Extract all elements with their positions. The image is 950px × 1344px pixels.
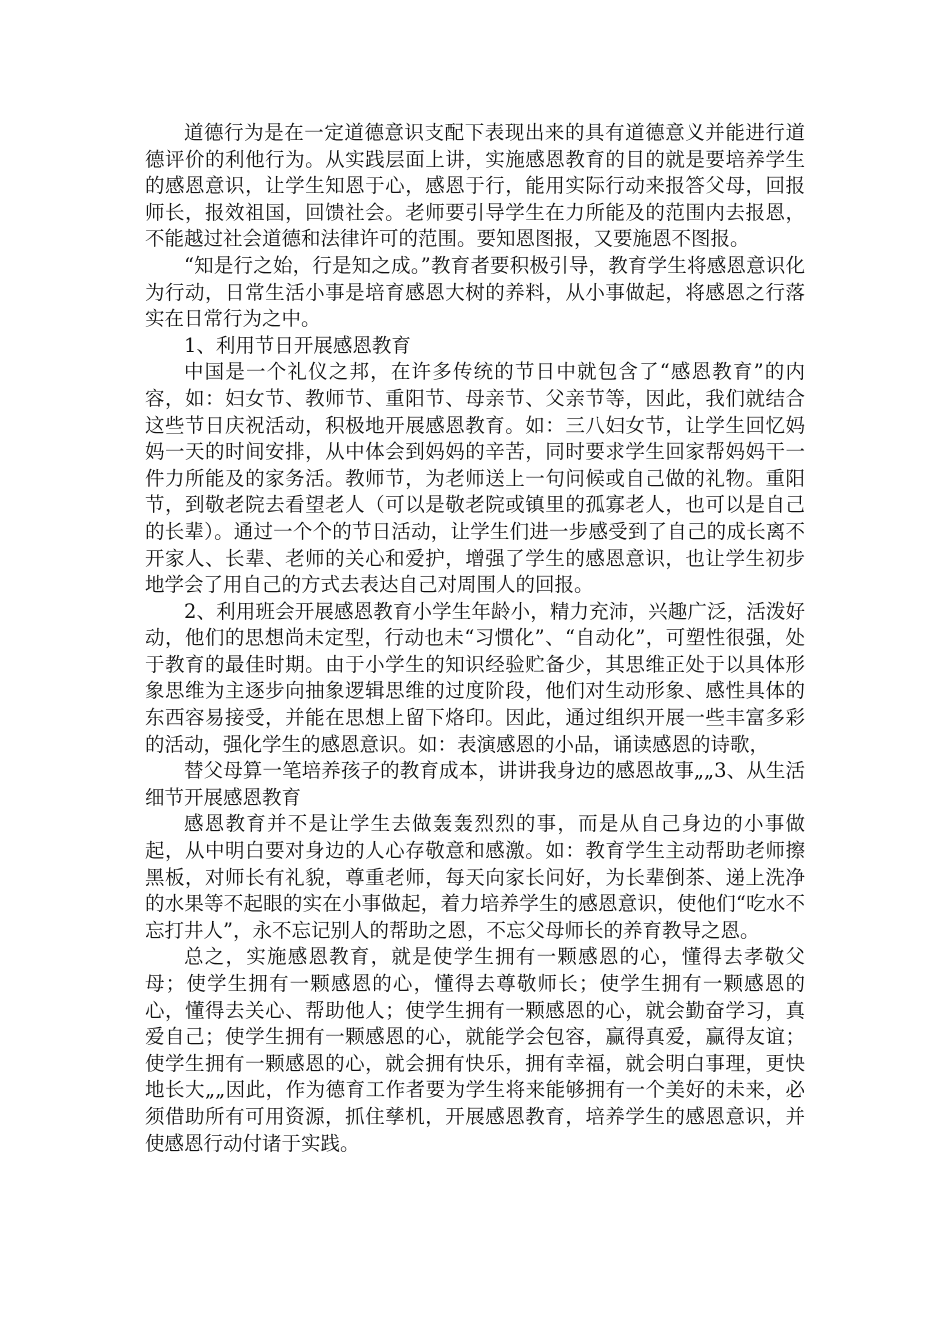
paragraph-parents-cost-and-heading-daily-details: 替父母算一笔培养孩子的教育成本，讲讲我身边的感恩故事„„3、从生活细节开展感恩教育 <box>145 759 805 809</box>
paragraph-daily-details: 感恩教育并不是让学生去做轰轰烈烈的事，而是从自己身边的小事做起，从中明白要对身边的人心存敬意和感激。如：教育学生主动帮助老师擦黑板，对师长有礼貌，尊重老师，每天向家长问好，为长辈倒茶、递上洗净的水果等不起眼的实在小事做起，着力培养学生的感恩意识，使他们“吃水不忘打井人”，永不忘记别人的帮助之恩，不忘父母师长的养育教导之恩。 <box>145 812 805 942</box>
document-page <box>145 120 805 1157</box>
paragraph-moral-behavior: 道德行为是在一定道德意识支配下表现出来的具有道德意义并能进行道德评价的利他行为。从实践层面上讲，实施感恩教育的目的就是要培养学生的感恩意识，让学生知恩于心，感恩于行，能用实际行动来报答父母，回报师长，报效祖国，回馈社会。老师要引导学生在力所能及的范围内去报恩，不能越过社会道德和法律许可的范围。要知恩图报，又要施恩不图报。 <box>145 121 805 251</box>
paragraph-class-meeting-education: 2、利用班会开展感恩教育小学生年龄小，精力充沛，兴趣广泛，活泼好动，他们的思想尚未定型，行动也未“习惯化”、“自动化”，可塑性很强，处于教育的最佳时期。由于小学生的知识经验贮备少，其思维正处于以具体形象思维为主逐步向抽象逻辑思维的过度阶段，他们对生动形象、感性具体的东西容易接受，并能在思想上留下烙印。因此，通过组织开展一些丰富多彩的活动，强化学生的感恩意识。如：表演感恩的小品，诵读感恩的诗歌， <box>145 599 805 756</box>
paragraph-festival-education: 中国是一个礼仪之邦，在许多传统的节日中就包含了“感恩教育”的内容，如：妇女节、教师节、重阳节、母亲节、父亲节等，因此，我们就结合这些节日庆祝活动，积极地开展感恩教育。如：三八妇女节，让学生回忆妈妈一天的时间安排，从中体会到妈妈的辛苦，同时要求学生回家帮妈妈干一件力所能及的家务活。教师节，为老师送上一句问候或自己做的礼物。重阳节，到敬老院去看望老人（可以是敬老院或镇里的孤寡老人，也可以是自己的长辈）。通过一个个的节日活动，让学生们进一步感受到了自己的成长离不开家人、长辈、老师的关心和爱护，增强了学生的感恩意识，也让学生初步地学会了用自己的方式去表达自己对周围人的回报。 <box>145 360 805 597</box>
paragraph-conclusion: 总之，实施感恩教育，就是使学生拥有一颗感恩的心，懂得去孝敬父母；使学生拥有一颗感恩的心，懂得去尊敬师长；使学生拥有一颗感恩的心，懂得去关心、帮助他人；使学生拥有一颗感恩的心，就会勤奋学习，真爱自己；使学生拥有一颗感恩的心，就能学会包容，赢得真爱，赢得友谊；使学生拥有一颗感恩的心，就会拥有快乐，拥有幸福，就会明白事理，更快地长大„„因此，作为德育工作者要为学生将来能够拥有一个美好的未来，必须借助所有可用资源，抓住孳机，开展感恩教育，培养学生的感恩意识，并使感恩行动付诸于实践。 <box>145 945 805 1155</box>
paragraph-knowledge-action: “知是行之始，行是知之成。”教育者要积极引导，教育学生将感恩意识化为行动，日常生活小事是培育感恩大树的养料，从小事做起，将感恩之行落实在日常行为之中。 <box>145 253 805 331</box>
heading-festival-education: 1、利用节日开展感恩教育 <box>184 333 411 357</box>
